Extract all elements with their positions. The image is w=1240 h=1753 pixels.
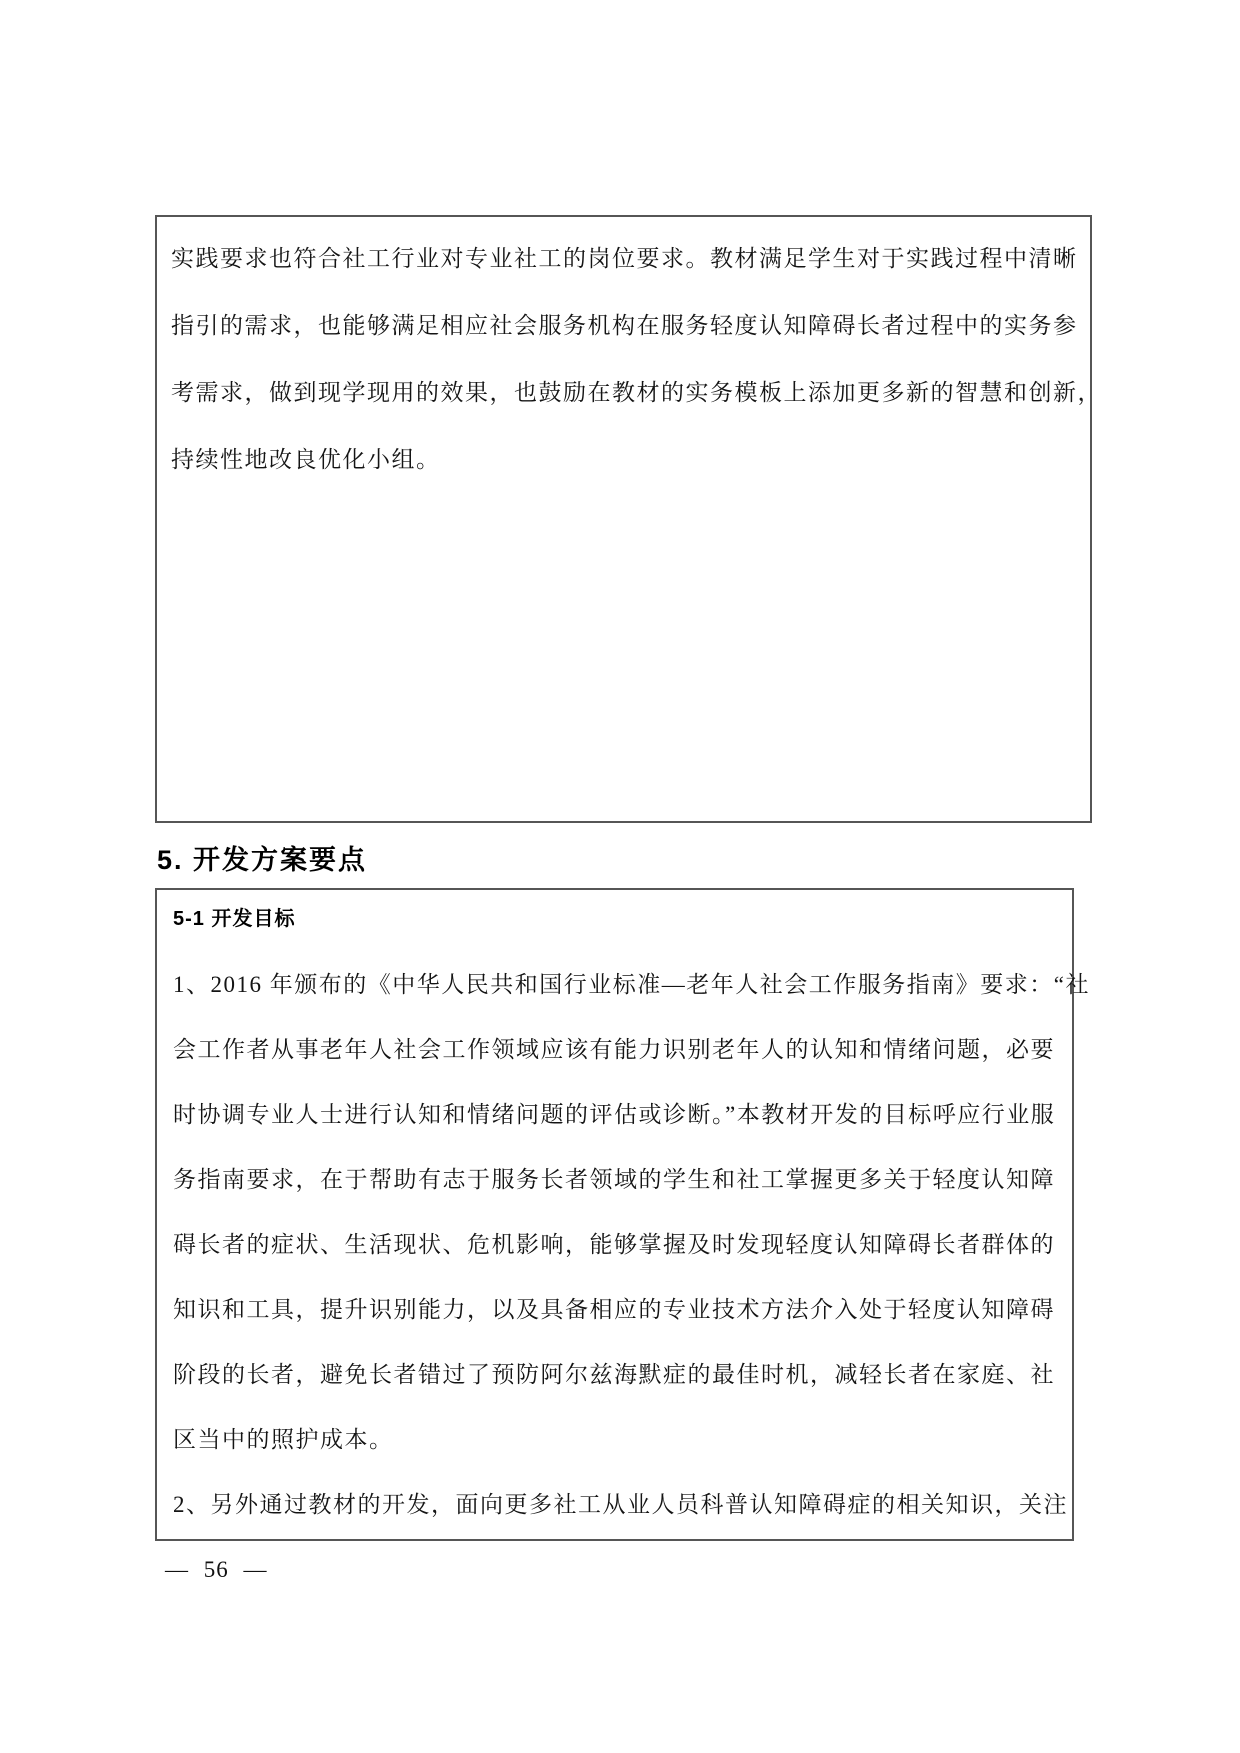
paragraph-line: 考需求，做到现学现用的效果，也鼓励在教材的实务模板上添加更多新的智慧和创新， [171,380,1102,405]
paragraph-line: 持续性地改良优化小组。 [171,447,441,472]
practice-review-paragraph [171,225,1102,493]
paragraph-line: 会工作者从事老年人社会工作领域应该有能力识别老年人的认知和情绪问题，必要 [173,1037,1055,1062]
paragraph-line: 区当中的照护成本。 [173,1427,394,1452]
paragraph-line: 阶段的长者，避免长者错过了预防阿尔兹海默症的最佳时机，减轻长者在家庭、社 [173,1362,1055,1387]
section-5-heading: 5. 开发方案要点 [157,845,368,875]
development-goal-subheading: 5-1 开发目标 [173,908,296,930]
paragraph-line: 实践要求也符合社工行业对专业社工的岗位要求。教材满足学生对于实践过程中清晰 [171,246,1078,271]
paragraph-line: 2、另外通过教材的开发，面向更多社工从业人员科普认知障碍症的相关知识，关注 [173,1492,1068,1517]
paragraph-line: 知识和工具，提升识别能力，以及具备相应的专业技术方法介入处于轻度认知障碍 [173,1297,1055,1322]
paragraph-line: 碍长者的症状、生活现状、危机影响，能够掌握及时发现轻度认知障碍长者群体的 [173,1232,1055,1257]
paragraph-line: 务指南要求，在于帮助有志于服务长者领域的学生和社工掌握更多关于轻度认知障 [173,1167,1055,1192]
paragraph-line: 时协调专业人士进行认知和情绪问题的评估或诊断。”本教材开发的目标呼应行业服 [173,1102,1056,1127]
page-number: — 56 — [165,1557,268,1582]
paragraph-line: 指引的需求，也能够满足相应社会服务机构在服务轻度认知障碍长者过程中的实务参 [171,313,1078,338]
development-plan-box [155,888,1090,1541]
practice-review-text-box [155,215,1102,823]
development-goal-paragraph [173,952,1090,1537]
paragraph-line: 1、2016 年颁布的《中华人民共和国行业标准—老年人社会工作服务指南》要求：“社 [173,972,1090,997]
